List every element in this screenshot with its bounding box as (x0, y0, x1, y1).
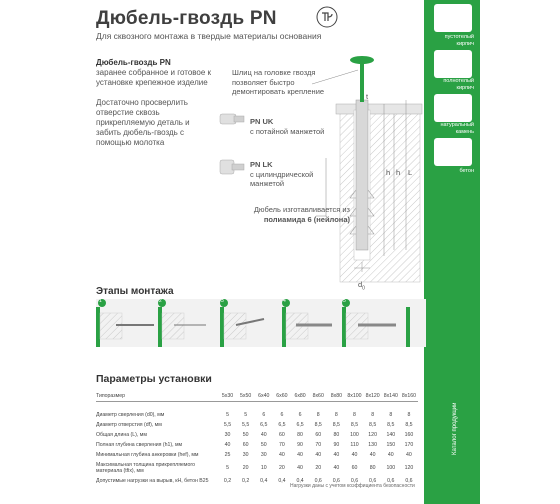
params-title: Параметры установки (96, 373, 212, 385)
table-header-cell: 8x80 (327, 391, 345, 402)
table-cell: 0,6 (332, 478, 340, 484)
table-row-label: Допустимые нагрузки на вырыв, кН, бетон B25 (96, 478, 209, 484)
slot-note: Шлиц на головке гвоздя позволяет быстро демонтировать крепление (232, 68, 325, 96)
table-cell: 160 (404, 432, 414, 438)
table-cell: 40 (387, 452, 394, 458)
table-header-cell: 5x50 (237, 391, 255, 402)
label-hef: h (386, 168, 391, 177)
table-cell: 0,6 (369, 478, 377, 484)
pn-lk-desc: с цилиндрической манжетой (250, 169, 314, 188)
table-row-label: Диаметр сверления (d0), мм (96, 412, 165, 418)
table-cell: 20 (279, 465, 285, 471)
table-row (96, 440, 418, 450)
table-cell: 80 (369, 465, 376, 471)
steps-illustration (96, 299, 426, 347)
page-title: Дюбель-гвоздь PN (96, 8, 277, 29)
table-cell: 0,4 (296, 478, 304, 484)
intro-product-name: Дюбель-гвоздь PN (96, 58, 171, 67)
table-cell: 120 (404, 465, 414, 471)
label-d0 (358, 280, 365, 294)
table-row (96, 410, 418, 420)
table-cell: 50 (242, 432, 249, 438)
table-cell: 70 (315, 442, 322, 448)
table-cell: 170 (404, 442, 414, 448)
table-cell: 6 (298, 412, 302, 418)
table-cell: 40 (333, 452, 340, 458)
table-cell: 0,6 (314, 478, 322, 484)
table-cell: 40 (406, 452, 412, 458)
pn-lk-label (250, 160, 324, 189)
material-label-stone: натуральный камень (440, 122, 474, 135)
step-number-2: 2 (159, 298, 162, 304)
table-cell: 40 (297, 452, 303, 458)
table-cell: 40 (224, 442, 231, 448)
stone-icon (434, 94, 472, 122)
intro-description (96, 58, 216, 88)
table-cell: 0,6 (405, 478, 413, 484)
table-cell: 0,4 (260, 478, 268, 484)
certification-seal-icon (316, 6, 338, 28)
hollow-brick-icon (434, 4, 472, 32)
table-header-cell: Типоразмер (96, 391, 218, 402)
table-cell: 0,4 (278, 478, 286, 484)
step-number-3: 3 (221, 298, 224, 304)
table-cell: 20 (315, 465, 322, 471)
table-cell: 30 (242, 452, 249, 458)
table-cell: 5 (226, 465, 229, 471)
table-header-cell: 6x60 (273, 391, 291, 402)
material-note-bold: полиамида 6 (нейлона) (263, 214, 350, 224)
table-cell: 5 (226, 412, 229, 418)
table-row-label: Минимальная глубина анкеровки (hef), мм (96, 452, 199, 458)
table-cell: 8 (389, 412, 393, 418)
table-row-label: Диаметр отверстия (df), мм (96, 422, 162, 428)
table-cell: 6,5 (260, 422, 268, 428)
table-row-label: Общая длина (L), мм (96, 432, 147, 438)
page-subtitle: Для сквозного монтажа в твердые материалы основания (96, 31, 322, 41)
table-cell: 70 (279, 442, 285, 448)
table-header-cell: 8x60 (309, 391, 327, 402)
table-cell: 60 (351, 465, 358, 471)
table-cell: 8,5 (369, 422, 377, 428)
table-cell: 30 (260, 452, 267, 458)
table-header-cell: 8x140 (382, 391, 400, 402)
params-table (96, 391, 418, 486)
pn-uk-code: PN UK (250, 117, 274, 126)
table-cell: 8,5 (332, 422, 340, 428)
table-cell: 40 (333, 465, 340, 471)
table-header-cell: 5x30 (218, 391, 236, 402)
intro-usage: Достаточно просверлить отверстие сквозь прикрепляемую деталь и забить дюбель-гвоздь с помощью молотка (96, 98, 190, 147)
material-note (232, 205, 350, 224)
table-cell: 0,6 (350, 478, 359, 484)
table-cell: 120 (368, 432, 377, 438)
table-row (96, 460, 418, 476)
table-cell: 8,5 (314, 422, 322, 428)
table-header-cell: 8x120 (364, 391, 382, 402)
params-footnote: Нагрузки даны с учетом коэффициента безопасности (290, 483, 415, 489)
table-cell: 8 (371, 412, 375, 418)
table-cell: 6,5 (278, 422, 286, 428)
table-header-cell: 6x80 (291, 391, 309, 402)
table-cell: 40 (351, 452, 358, 458)
step-number-1: 1 (99, 298, 102, 304)
table-cell: 60 (242, 442, 249, 448)
table-cell: 40 (260, 432, 267, 438)
table-cell: 40 (315, 452, 322, 458)
label-tfix: t (366, 92, 369, 101)
table-row (96, 450, 418, 460)
table-cell: 5,5 (242, 422, 250, 428)
table-cell: 6 (280, 412, 284, 418)
table-cell: 8 (407, 412, 411, 418)
table-cell: 40 (369, 452, 376, 458)
table-cell: 80 (297, 432, 303, 438)
intro-description-text: заранее собранное и готовое к установке крепежное изделие (96, 68, 212, 87)
pn-lk-icon (220, 160, 244, 174)
table-cell: 8 (353, 412, 356, 418)
table-cell: 140 (386, 432, 396, 438)
table-cell: 5,5 (223, 422, 232, 428)
table-cell: 6 (262, 412, 266, 418)
material-label-concrete: бетон (459, 168, 474, 174)
material-label-hollow: пустотелый кирпич (444, 34, 474, 47)
label-d0-main: d (358, 280, 363, 289)
table-cell: 90 (297, 442, 303, 448)
material-note-prefix: Дюбель изготавливается из (253, 205, 350, 214)
table-cell: 8,5 (405, 422, 413, 428)
step-number-5: 5 (343, 298, 346, 304)
table-cell: 0,2 (223, 478, 232, 484)
step-number-4: 4 (283, 298, 286, 304)
pn-uk-desc: с потайной манжетой (250, 126, 325, 136)
table-cell: 5 (244, 412, 248, 418)
table-row-label: Полная глубина сверления (h1), мм (96, 442, 183, 448)
table-cell: 30 (224, 432, 231, 438)
table-cell: 0,6 (387, 478, 395, 484)
table-cell: 100 (350, 432, 359, 438)
table-header-row (96, 391, 418, 402)
table-cell: 20 (242, 465, 249, 471)
material-label-solid: полнотелый кирпич (443, 78, 474, 91)
table-cell: 40 (279, 452, 285, 458)
table-cell: 60 (315, 432, 322, 438)
solid-brick-icon (434, 50, 472, 78)
table-row (96, 420, 418, 430)
material-sidebar (424, 0, 480, 504)
label-d0-sub: 0 (362, 285, 365, 292)
steps-title: Этапы монтажа (96, 286, 174, 297)
table-cell: 50 (260, 442, 267, 448)
pn-uk-icon (220, 114, 244, 124)
table-header-cell: 6x40 (255, 391, 273, 402)
table-row-label: Максимальная толщина прикрепляемого материала (tfix), мм (96, 462, 196, 474)
pn-uk-label (250, 117, 324, 136)
table-cell: 6,5 (296, 422, 304, 428)
table-cell: 40 (297, 465, 303, 471)
table-cell: 0,2 (242, 478, 250, 484)
table-cell: 8,5 (350, 422, 359, 428)
table-cell: 8 (316, 412, 320, 418)
pn-lk-code: PN LK (250, 160, 273, 169)
table-cell: 8,5 (387, 422, 395, 428)
concrete-icon (434, 138, 472, 166)
table-cell: 130 (368, 442, 377, 448)
table-cell: 150 (386, 442, 396, 448)
table-cell: 100 (386, 465, 396, 471)
table-cell: 90 (333, 442, 340, 448)
label-L: L (408, 168, 413, 177)
table-row (96, 430, 418, 440)
table-cell: 110 (350, 442, 359, 448)
table-cell: 80 (333, 432, 340, 438)
table-header-cell: 8x100 (345, 391, 363, 402)
table-header-cell: 8x160 (400, 391, 418, 402)
table-cell: 60 (279, 432, 285, 438)
catalog-label: Каталог продукции (452, 402, 458, 455)
table-cell: 10 (260, 465, 267, 471)
table-cell: 8 (334, 412, 338, 418)
table-cell: 25 (224, 452, 231, 458)
label-h1: h (396, 168, 401, 177)
